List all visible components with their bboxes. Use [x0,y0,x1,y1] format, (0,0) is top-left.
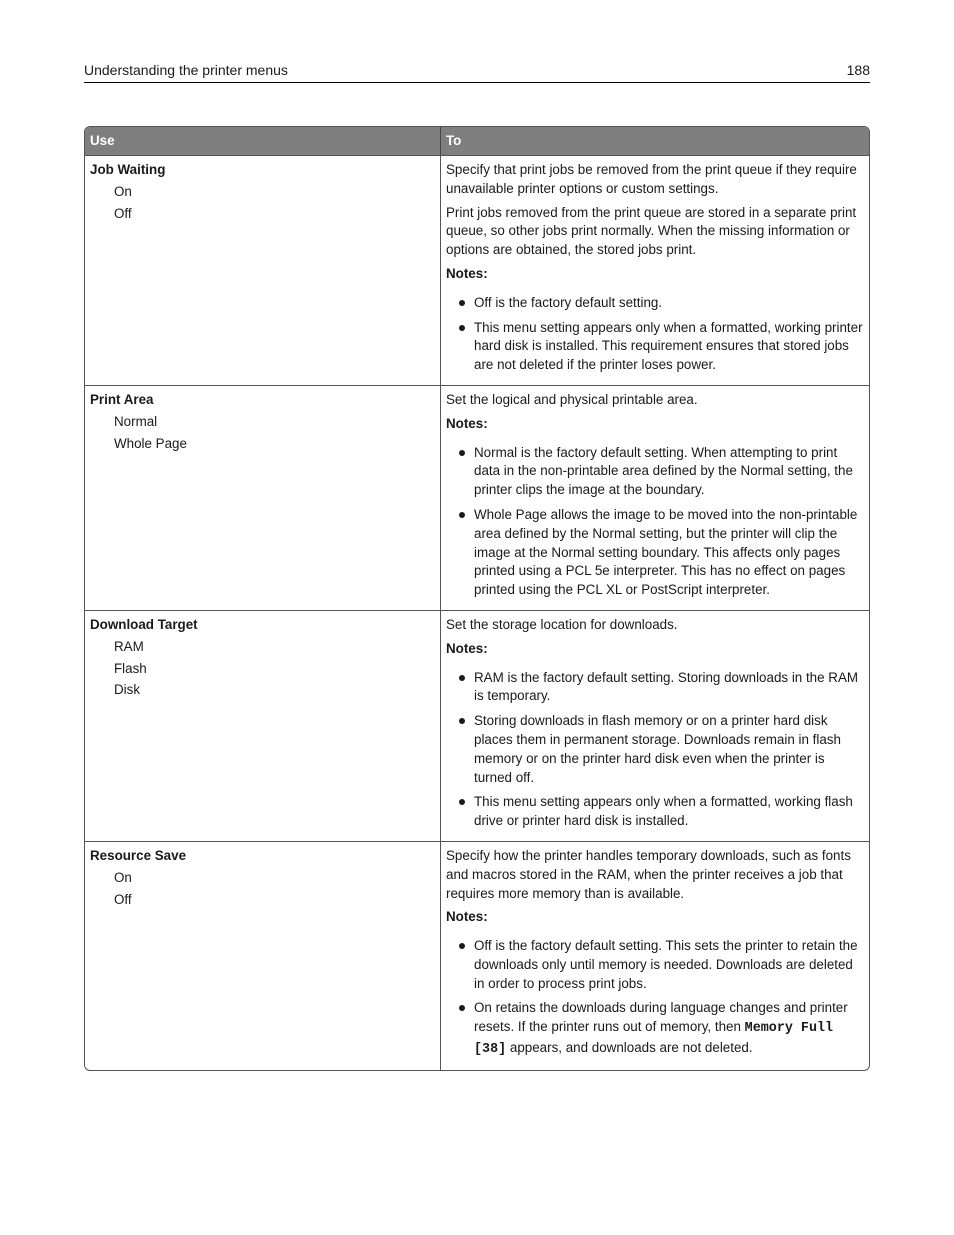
use-cell [85,155,441,385]
use-cell [85,385,441,610]
error-message-code: Memory Full [38] [474,1021,834,1058]
notes-label: Notes: [446,909,488,925]
note-item [446,999,864,1059]
notes-list [446,294,864,375]
setting-option: Off [114,205,132,221]
use-cell [85,610,441,841]
setting-option: Flash [114,660,147,676]
note-item: Off is the factory default setting. This sets the printer to retain the downloads only until memory is needed. Downloads are deleted in order to process print jobs. [446,937,864,993]
note-text: On retains the downloads during language changes and printer resets. If the printer runs out of memory, then [474,1000,848,1035]
note-item: Off is the factory default setting. [446,294,864,313]
column-header-to: To [441,127,869,155]
notes-list [446,937,864,1060]
table-row [85,610,869,841]
column-header-use: Use [85,127,441,155]
notes-list [446,669,864,831]
table-row [85,841,869,1070]
setting-option: On [114,869,132,885]
setting-name: Resource Save [90,847,187,863]
page-number: 188 [846,62,870,78]
to-cell [441,385,869,610]
description: Specify that print jobs be removed from the print queue if they require unavailable printer options or custom settings. [446,162,857,196]
page-header [84,60,870,83]
table-row [85,155,869,385]
note-item: This menu setting appears only when a formatted, working flash drive or printer hard disk is installed. [446,793,864,831]
setting-name: Print Area [90,391,154,407]
running-title: Understanding the printer menus [84,62,288,78]
setting-name: Download Target [90,616,198,632]
description: Set the logical and physical printable area. [446,391,698,407]
table-row [85,385,869,610]
setting-option: RAM [114,638,144,654]
setting-option: Off [114,891,132,907]
setting-option: Whole Page [114,435,187,451]
use-cell [85,841,441,1070]
note-item: RAM is the factory default setting. Storing downloads in the RAM is temporary. [446,669,864,707]
to-cell [441,610,869,841]
description: Specify how the printer handles temporary downloads, such as fonts and macros stored in the RAM, when the printer receives a job that requires more memory than is available. [446,847,851,901]
notes-list [446,444,864,600]
description: Print jobs removed from the print queue are stored in a separate print queue, so other jobs print normally. When the missing information or options are obtained, the stored jobs print. [446,204,857,258]
setting-name: Job Waiting [90,162,166,177]
setting-option: Normal [114,413,158,429]
setting-option: On [114,183,132,199]
note-item: Storing downloads in flash memory or on a printer hard disk places them in permanent storage. Downloads remain in flash memory or on the printer hard disk even when the printer is turned off. [446,712,864,787]
to-cell [441,841,869,1070]
table-header-row [85,127,869,155]
note-item: Whole Page allows the image to be moved into the non-printable area defined by the Normal setting, but the printer will clip the image at the Normal setting boundary. This affects only pages printed using a PCL 5e interpreter. This has no effect on pages printed using the PCL XL or PostScript interpreter. [446,506,864,600]
notes-label: Notes: [446,415,488,431]
to-cell [441,155,869,385]
description: Set the storage location for downloads. [446,616,678,632]
menu-settings-table [84,126,870,1071]
notes-label: Notes: [446,265,488,281]
notes-label: Notes: [446,640,488,656]
setting-option: Disk [114,682,141,698]
note-item: This menu setting appears only when a formatted, working printer hard disk is installed. This requirement ensures that stored jobs are not deleted if the printer loses power. [446,319,864,375]
note-text: appears, and downloads are not deleted. [506,1040,753,1056]
note-item: Normal is the factory default setting. When attempting to print data in the non-printable area defined by the Normal setting, the printer clips the image at the boundary. [446,444,864,500]
